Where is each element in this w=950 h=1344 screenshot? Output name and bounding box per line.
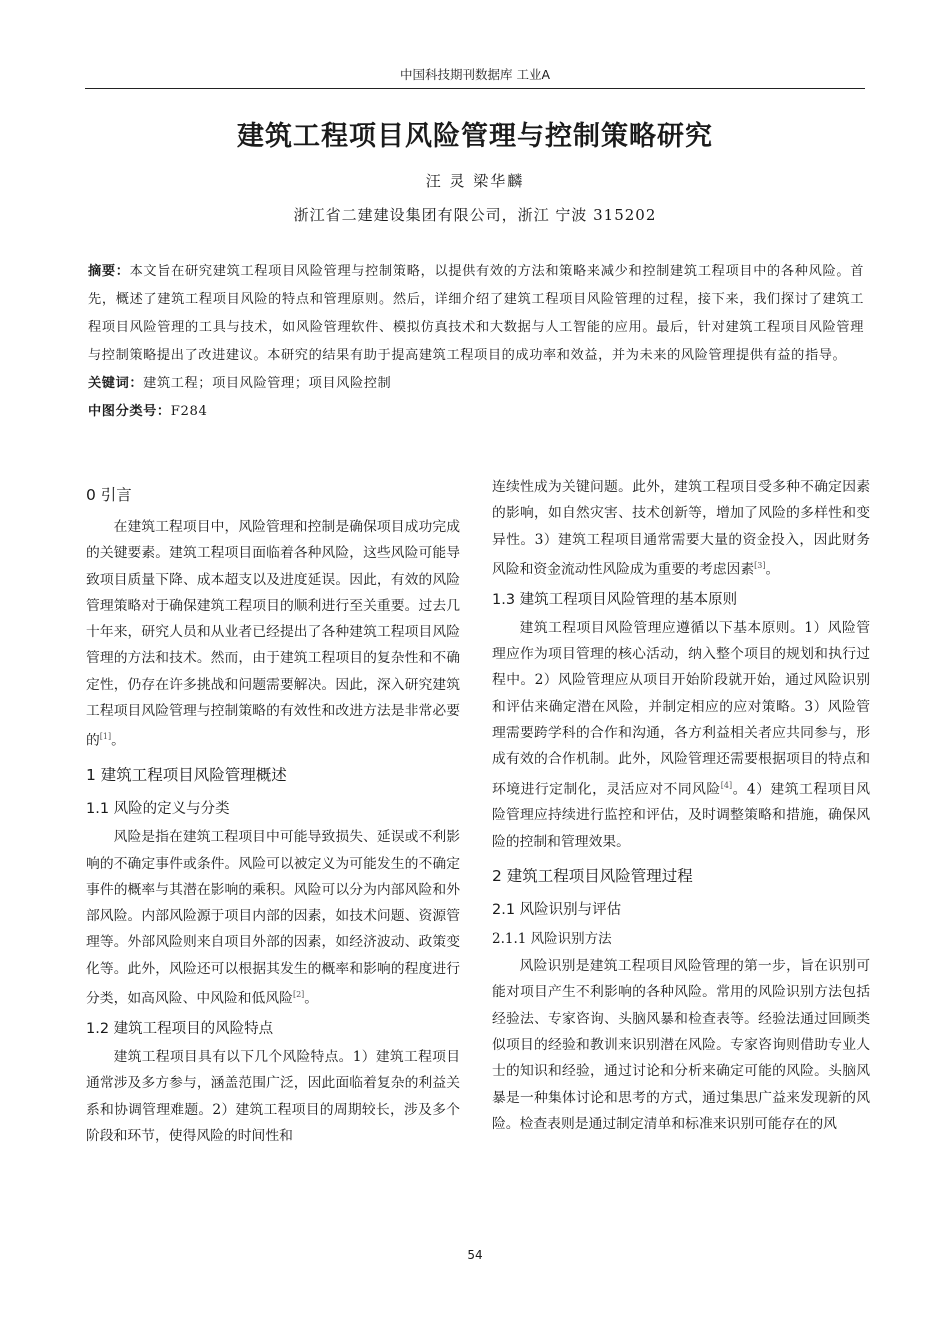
abstract-label: 摘要： bbox=[88, 264, 130, 279]
keywords-text: 建筑工程；项目风险管理；项目风险控制 bbox=[143, 376, 392, 391]
paragraph-end: 。 bbox=[304, 990, 319, 1007]
paragraph bbox=[86, 514, 460, 754]
affiliation: 浙江省二建建设集团有限公司，浙江 宁波 315202 bbox=[293, 206, 657, 224]
paper-title: 建筑工程项目风险管理与控制策略研究 bbox=[237, 121, 713, 152]
paragraph: 建筑工程项目具有以下几个风险特点。1）建筑工程项目通常涉及多方参与，涵盖范围广泛，因此面临着复杂的利益关系和协调管理难题。2）建筑工程项目的周期较长，涉及多个阶段和环节，使得风险的时间性和 bbox=[86, 1048, 460, 1144]
paragraph bbox=[492, 615, 870, 855]
subsection-heading: 1.2 建筑工程项目的风险特点 bbox=[86, 1020, 274, 1037]
abstract bbox=[88, 258, 864, 370]
paragraph-text: 在建筑工程项目中，风险管理和控制是确保项目成功完成的关键要素。建筑工程项目面临着各种风险，这些风险可能导致项目质量下降、成本超支以及进度延误。因此，有效的风险管理策略对于确保建筑工程项目的顺利进行至关重要。过去几十年来，研究人员和从业者已经提出了各种建筑工程项目风险管理的方法和技术。然而，由于建筑工程项目的复杂性和不确定性，仍存在许多挑战和问题需要解决。因此，深入研究建筑工程项目风险管理与控制策略的有效性和改进方法是非常必要的 bbox=[86, 519, 460, 749]
section-heading: 2 建筑工程项目风险管理过程 bbox=[492, 867, 693, 886]
paragraph: 风险识别是建筑工程项目风险管理的第一步，旨在识别可能对项目产生不利影响的各种风险。常用的风险识别方法包括经验法、专家咨询、头脑风暴和检查表等。经验法通过回顾类似项目的经验和教训来识别潜在风险。专家咨询则借助专业人士的知识和经验，通过讨论和分析来确定可能的风险。头脑风暴是一种集体讨论和思考的方式，通过集思广益来发现新的风险。检查表则是通过制定清单和标准来识别可能存在的风 bbox=[492, 958, 870, 1132]
keywords-label: 关键词： bbox=[88, 376, 144, 391]
paragraph-text: 连续性成为关键问题。此外，建筑工程项目受多种不确定因素的影响，如自然灾害、技术创新等，增加了风险的多样性和变异性。3）建筑工程项目通常需要大量的资金投入，因此财务风险和资金流动性风险成为重要的考虑因素 bbox=[492, 479, 870, 578]
journal-name: 中国科技期刊数据库 工业A bbox=[399, 67, 551, 82]
keywords bbox=[88, 370, 864, 398]
subsection-heading: 1.1 风险的定义与分类 bbox=[86, 801, 230, 818]
citation[interactable]: [3] bbox=[754, 560, 766, 570]
abstract-block bbox=[88, 258, 864, 426]
left-column bbox=[86, 474, 460, 1149]
abstract-text: 本文旨在研究建筑工程项目风险管理与控制策略，以提供有效的方法和策略来减少和控制建筑工程项目中的各种风险。首先，概述了建筑工程项目风险的特点和管理原则。然后，详细介绍了建筑工程项目风险管理的过程，接下来，我们探讨了建筑工程项目风险管理的工具与技术，如风险管理软件、模拟仿真技术和大数据与人工智能的应用。最后，针对建筑工程项目风险管理与控制策略提出了改进建议。本研究的结果有助于提高建筑工程项目的成功率和效益，并为未来的风险管理提供有益的指导。 bbox=[88, 264, 864, 363]
paragraph-text: 风险是指在建筑工程项目中可能导致损失、延误或不利影响的不确定事件或条件。风险可以被定义为可能发生的不确定事件的概率与其潜在影响的乘积。风险可以分为内部风险和外部风险。内部风险源于项目内部的因素，如技术问题、资源管理等。外部风险则来自项目外部的因素，如经济波动、政策变化等。此外，风险还可以根据其发生的概率和影响的程度进行分类，如高风险、中风险和低风险 bbox=[86, 829, 460, 1007]
running-header bbox=[85, 66, 865, 89]
page-number: 54 bbox=[467, 1248, 483, 1262]
right-column bbox=[492, 474, 870, 1137]
citation[interactable]: [4] bbox=[720, 780, 733, 790]
section-heading: 1 建筑工程项目风险管理概述 bbox=[86, 766, 287, 785]
authors: 汪 灵 梁华麟 bbox=[425, 172, 525, 190]
classification-text: F284 bbox=[170, 404, 208, 419]
citation[interactable]: [1] bbox=[99, 732, 112, 742]
paragraph-text: 建筑工程项目风险管理应遵循以下基本原则。1）风险管理应作为项目管理的核心活动，纳入整个项目的规划和执行过程中。2）风险管理应从项目开始阶段就开始，通过风险识别和评估来确定潜在风险，并制定相应的应对策略。3）风险管理需要跨学科的合作和沟通，各方利益相关者应共同参与，形成有效的合作机制。此外，风险管理还需要根据项目的特点和环境进行定制化，灵活应对不同风险 bbox=[492, 619, 870, 798]
subsubsection-heading: 2.1.1 风险识别方法 bbox=[492, 931, 612, 948]
paragraph bbox=[492, 474, 870, 583]
subsection-heading: 1.3 建筑工程项目风险管理的基本原则 bbox=[492, 591, 738, 608]
paragraph-end: 。 bbox=[765, 561, 780, 578]
citation[interactable]: [2] bbox=[292, 990, 305, 1000]
classification bbox=[88, 398, 864, 426]
section-heading: 0 引言 bbox=[86, 486, 132, 504]
classification-label: 中图分类号： bbox=[88, 404, 171, 419]
subsection-heading: 2.1 风险识别与评估 bbox=[492, 902, 622, 919]
paragraph-end: 。4）建筑工程项目风险管理应持续进行监控和评估，及时调整策略和措施，确保风险的控制和管理效果。 bbox=[492, 781, 871, 850]
paragraph bbox=[86, 824, 460, 1012]
paragraph-end: 。 bbox=[111, 732, 125, 749]
